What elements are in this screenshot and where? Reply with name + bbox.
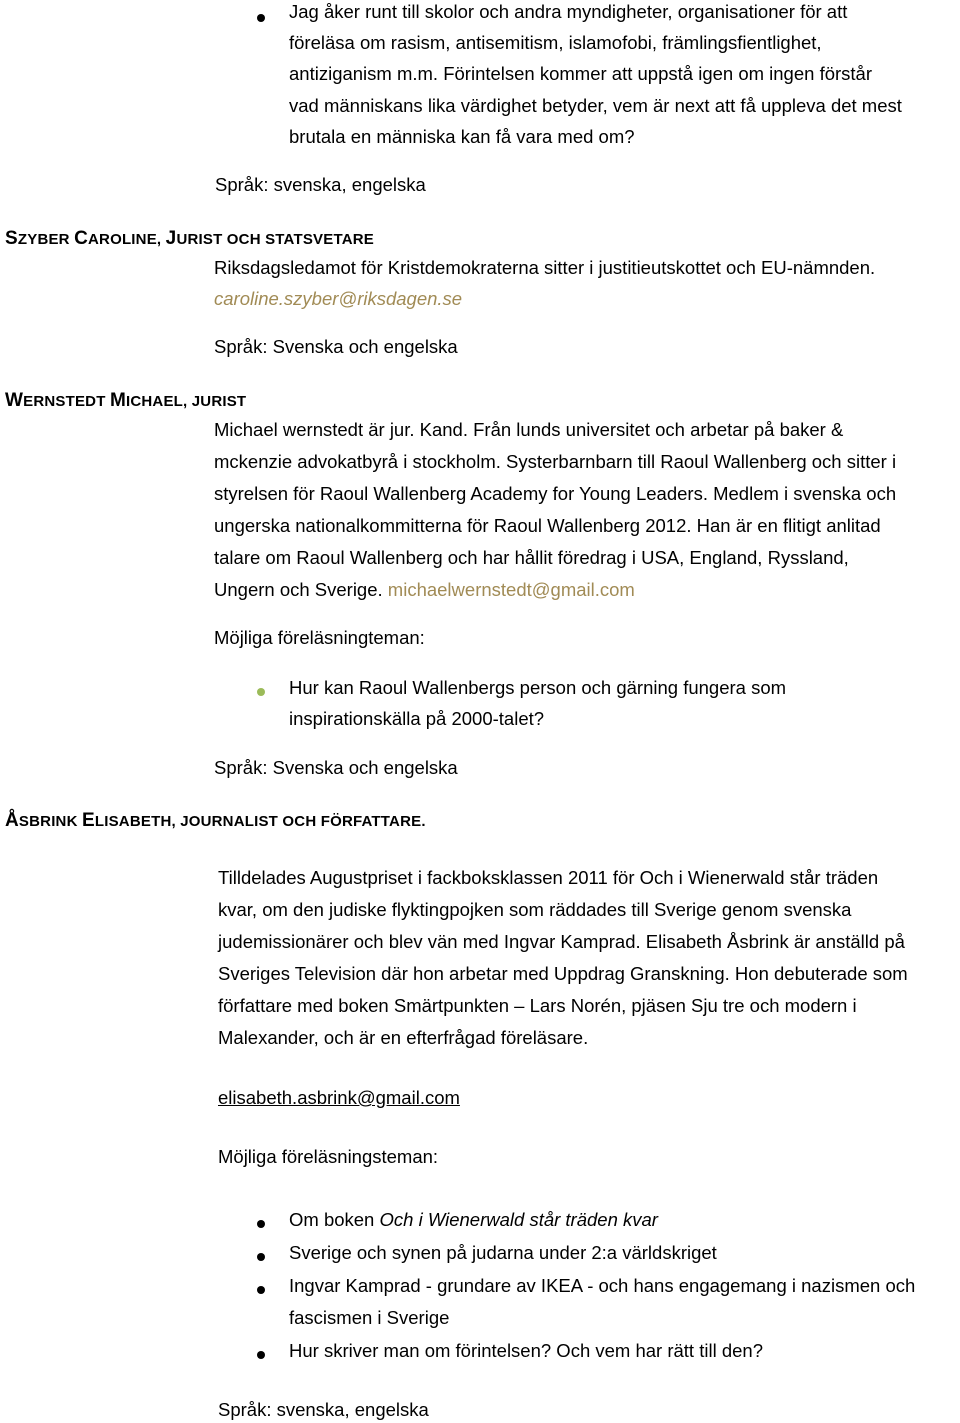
topics-label: Möjliga föreläsningsteman: [218,1146,439,1167]
wernstedt-email-link[interactable]: michaelwernstedt@gmail.com [387,579,635,600]
heading-part: URIST OCH STATSVETARE [176,231,374,248]
topic-line: Sverige och synen på judarna under 2:a världskriget [289,1242,717,1263]
heading-part: W [5,390,24,411]
paragraph-line: författare med boken Smärtpunkten – Lars Norén, pjäsen Sju tre och modern i [218,995,857,1016]
paragraph-line: Michael wernstedt är jur. Kand. Från lunds universitet och arbetar på baker & [214,419,844,440]
language-line: Språk: svenska, engelska [215,174,426,195]
szyber-email-link[interactable]: caroline.szyber@riksdagen.se [214,288,463,309]
heading-part: ZYBER [17,231,75,248]
topic-line: Hur kan Raoul Wallenbergs person och gärning fungera som [289,677,787,698]
bullet-icon [257,1286,265,1294]
bullet-icon [257,1253,265,1261]
paragraph-line: Tilldelades Augustpriset i fackboksklassen 2011 för Och i Wienerwald står träden [218,867,879,888]
paragraph-line: Malexander, och är en efterfrågad föreläsare. [218,1027,589,1048]
section-heading-wernstedt [5,390,246,412]
bullet-icon [257,688,265,696]
bullet-icon [257,14,265,22]
paragraph-line [214,578,635,602]
topic-line: Ingvar Kamprad - grundare av IKEA - och hans engagemang i nazismen och [289,1275,916,1296]
paragraph-line: brutala en människa kan få vara med om? [289,126,635,147]
section-heading-asbrink [5,810,426,832]
paragraph-line: ungerska nationalkommitterna för Raoul Wallenberg 2012. Han är en flitigt anlitad [214,515,881,536]
heading-part: J [165,228,177,249]
paragraph-line: judemissionärer och blev vän med Ingvar Kamprad. Elisabeth Åsbrink är anställd på [218,931,905,952]
heading-part: M [109,390,126,411]
szyber-description: Riksdagsledamot för Kristdemokraterna sitter i justitieutskottet och EU-nämnden. [214,257,876,278]
paragraph-line: Jag åker runt till skolor och andra myndigheter, organisationer för att [289,1,848,22]
heading-part: ERNSTEDT [23,393,110,410]
paragraph-text: Ungern och Sverige. [214,579,388,600]
paragraph-line: kvar, om den judiske flyktingpojken som räddades till Sverige genom svenska [218,899,852,920]
topic-line [289,1208,658,1232]
paragraph-line: vad människans lika värdighet betyder, vem är next att få uppleva det mest [289,95,902,116]
topic-line: inspirationskälla på 2000-talet? [289,708,545,729]
heading-part: C [74,228,89,249]
asbrink-email-link[interactable]: elisabeth.asbrink@gmail.com [218,1087,460,1108]
language-line: Språk: Svenska och engelska [214,757,458,778]
heading-part: S [5,228,18,249]
topic-line: fascismen i Sverige [289,1307,450,1328]
heading-part: SBRINK [18,813,82,830]
topics-label: Möjliga föreläsningteman: [214,627,425,648]
language-line: Språk: Svenska och engelska [214,336,458,357]
language-line: Språk: svenska, engelska [218,1399,429,1420]
paragraph-line: mckenzie advokatbyrå i stockholm. Systerbarnbarn till Raoul Wallenberg och sitter i [214,451,897,472]
topic-line: Hur skriver man om förintelsen? Och vem har rätt till den? [289,1340,763,1361]
paragraph-line: Sveriges Television där hon arbetar med Uppdrag Granskning. Hon debuterade som [218,963,908,984]
heading-part: LISABETH, JOURNALIST OCH FÖRFATTARE. [94,813,426,830]
paragraph-line: talare om Raoul Wallenberg och har hållit föredrag i USA, England, Ryssland, [214,547,849,568]
bullet-icon [257,1351,265,1359]
bullet-icon [257,1220,265,1228]
paragraph-line: styrelsen för Raoul Wallenberg Academy for Young Leaders. Medlem i svenska och [214,483,897,504]
paragraph-line: antiziganism m.m. Förintelsen kommer att uppstå igen om ingen förstår [289,63,872,84]
topic-text: Om boken [289,1209,380,1230]
section-heading-szyber [5,228,374,250]
book-title: Och i Wienerwald står träden kvar [379,1209,658,1230]
paragraph-line: föreläsa om rasism, antisemitism, islamofobi, främlingsfientlighet, [289,32,822,53]
heading-part: ICHAEL, JURIST [125,393,247,410]
heading-part: Å [5,810,19,831]
heading-part: E [82,810,95,831]
heading-part: AROLINE, [88,231,166,248]
